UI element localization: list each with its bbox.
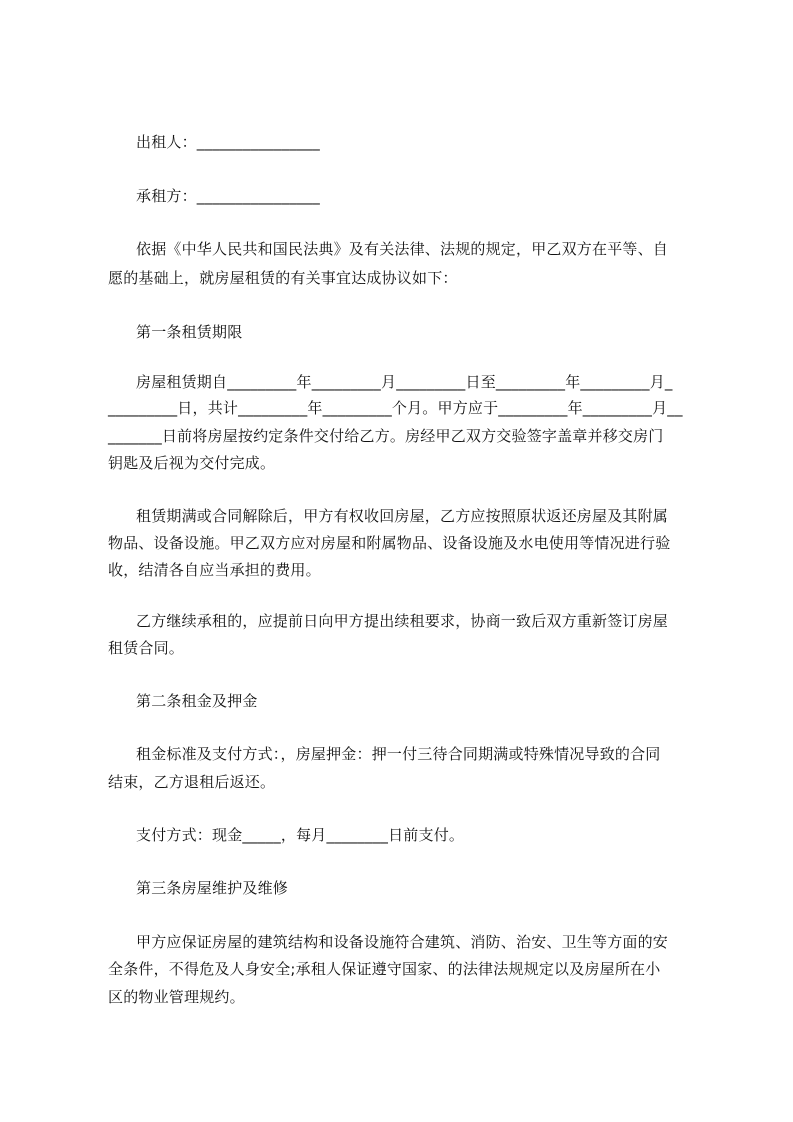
article1-p1-line-1: 房屋租赁期自_________年_________月_________日至_________年_________月_ — [136, 373, 673, 391]
article1-p2-line-1: 租赁期满或合同解除后，甲方有权收回房屋，乙方应按照原状返还房屋及其附属 — [136, 507, 669, 525]
article3-p1-line-3: 区的物业管理规约。 — [108, 988, 245, 1006]
article3-p1-line-2: 全条件，不得危及人身安全;承租人保证遵守国家、的法律法规规定以及房屋所在小 — [108, 960, 661, 978]
article1-p1-line-2: _________日，共计_________年_________个月。甲方应于_________年_________月__ — [108, 399, 683, 417]
article1-p1-line-3: _______日前将房屋按约定条件交付给乙方。房经甲乙双方交验签字盖章并移交房门 — [108, 427, 664, 445]
article2-heading: 第二条租金及押金 — [136, 692, 258, 710]
lessee-line: 承租方：________________ — [136, 187, 321, 205]
article3-heading: 第三条房屋维护及维修 — [136, 879, 289, 897]
article1-heading: 第一条租赁期限 — [136, 323, 243, 341]
article2-p1-line-1: 租金标准及支付方式：，房屋押金：押一付三待合同期满或特殊情况导致的合同 — [136, 745, 661, 763]
article1-p3-line-2: 租赁合同。 — [108, 639, 185, 657]
lessor-line: 出租人：________________ — [136, 133, 321, 151]
article2-p2: 支付方式：现金_____，每月________日前支付。 — [136, 826, 465, 844]
article1-p2-line-2: 物品、设备设施。甲乙双方应对房屋和附属物品、设备设施及水电使用等情况进行验 — [108, 534, 671, 552]
article2-p1-line-2: 结束，乙方退租后返还。 — [108, 773, 276, 791]
article1-p3-line-1: 乙方继续承租的，应提前日向甲方提出续租要求，协商一致后双方重新签订房屋 — [136, 612, 669, 630]
article1-p1-line-4: 钥匙及后视为交付完成。 — [108, 454, 276, 472]
article1-p2-line-3: 收，结清各自应当承担的费用。 — [108, 561, 321, 579]
intro-line-1: 依据《中华人民共和国民法典》及有关法律、法规的规定，甲乙双方在平等、自 — [136, 240, 669, 258]
intro-line-2: 愿的基础上，就房屋租赁的有关事宜达成协议如下： — [108, 269, 458, 287]
article3-p1-line-1: 甲方应保证房屋的建筑结构和设备设施符合建筑、消防、治安、卫生等方面的安 — [136, 933, 669, 951]
